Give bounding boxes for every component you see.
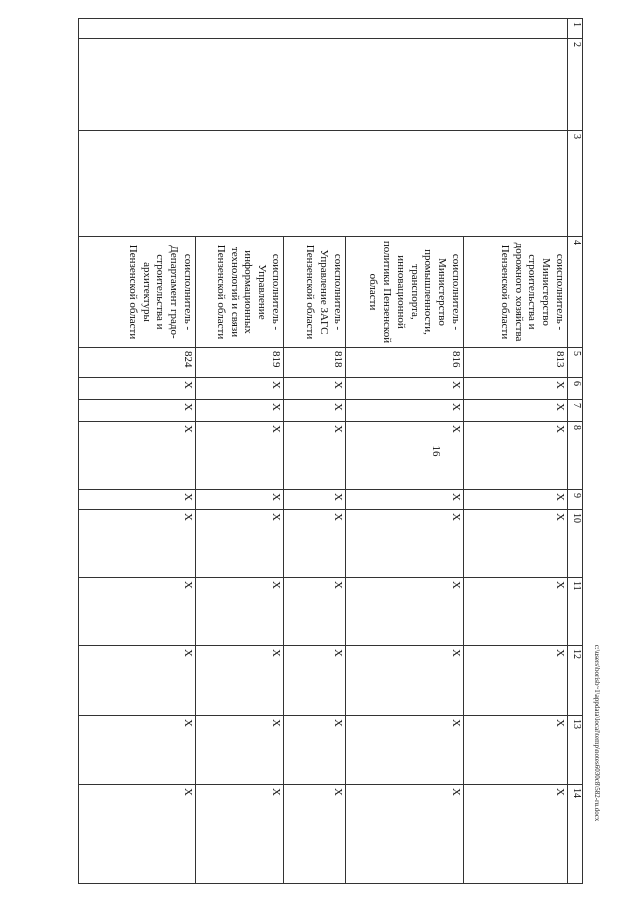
cell-mark-13: X <box>464 716 568 785</box>
cell-mark-9: X <box>284 490 346 510</box>
page-number: 16 <box>430 445 442 457</box>
cell-mark-7: X <box>196 400 284 422</box>
cell-mark-13: X <box>346 716 464 785</box>
cell-mark-6: X <box>346 378 464 400</box>
cell-mark-13: X <box>196 716 284 785</box>
cell-org: соисполнитель - Департамент градо-строительства и архитектуры Пензенской области <box>79 237 196 348</box>
cell-mark-9: X <box>464 490 568 510</box>
cell-mark-6: X <box>79 378 196 400</box>
cell-code: 816 <box>346 348 464 378</box>
cell-mark-14: X <box>79 785 196 884</box>
cell-mark-6: X <box>196 378 284 400</box>
cell-mark-14: X <box>284 785 346 884</box>
cell-mark-10: X <box>284 510 346 578</box>
file-path-footer: c:\users\borisb~1\appdata\local\temp\notes6030c8\582-ru.docx <box>593 644 601 822</box>
cell-org: соисполнитель - Управление ЗАГС Пензенской области <box>284 237 346 348</box>
col-header-7: 7 <box>568 400 583 422</box>
cell-mark-10: X <box>346 510 464 578</box>
col-header-13: 13 <box>568 716 583 785</box>
cell-org: соисполнитель - Министерство промышленности, транспорта, инновационной политики Пензенской области <box>346 237 464 348</box>
col-header-9: 9 <box>568 490 583 510</box>
cell-mark-10: X <box>196 510 284 578</box>
cell-mark-8: X <box>464 422 568 490</box>
cell-mark-6: X <box>284 378 346 400</box>
cell-mark-12: X <box>79 646 196 716</box>
cell-mark-8: X <box>284 422 346 490</box>
col-header-14: 14 <box>568 785 583 884</box>
cell-mark-9: X <box>79 490 196 510</box>
cell-mark-9: X <box>196 490 284 510</box>
col-header-3: 3 <box>568 131 583 237</box>
cell-code: 818 <box>284 348 346 378</box>
cell-mark-11: X <box>346 578 464 646</box>
cell-mark-14: X <box>346 785 464 884</box>
cell-mark-8: X <box>196 422 284 490</box>
cell-mark-11: X <box>464 578 568 646</box>
header-row <box>568 19 583 884</box>
cell-mark-12: X <box>346 646 464 716</box>
table-container <box>78 18 583 883</box>
cell-mark-7: X <box>464 400 568 422</box>
table-row <box>464 19 568 884</box>
cell-mark-13: X <box>284 716 346 785</box>
cell-col-2 <box>79 39 568 131</box>
cell-org: соисполнитель - Управление информационных технологий и связи Пензенской области <box>196 237 284 348</box>
cell-mark-6: X <box>464 378 568 400</box>
cell-mark-12: X <box>196 646 284 716</box>
cell-mark-13: X <box>79 716 196 785</box>
col-header-8: 8 <box>568 422 583 490</box>
col-header-10: 10 <box>568 510 583 578</box>
cell-mark-11: X <box>196 578 284 646</box>
rotated-table-frame <box>78 18 583 883</box>
cell-mark-9: X <box>346 490 464 510</box>
col-header-12: 12 <box>568 646 583 716</box>
cell-code: 819 <box>196 348 284 378</box>
col-header-4: 4 <box>568 237 583 348</box>
cell-mark-8: X <box>79 422 196 490</box>
cell-mark-7: X <box>284 400 346 422</box>
col-header-11: 11 <box>568 578 583 646</box>
col-header-1: 1 <box>568 19 583 39</box>
cell-code: 813 <box>464 348 568 378</box>
cell-col-3 <box>79 131 568 237</box>
cell-mark-7: X <box>346 400 464 422</box>
cell-mark-11: X <box>284 578 346 646</box>
col-header-5: 5 <box>568 348 583 378</box>
col-header-2: 2 <box>568 39 583 131</box>
cell-mark-11: X <box>79 578 196 646</box>
col-header-6: 6 <box>568 378 583 400</box>
cell-mark-12: X <box>464 646 568 716</box>
cell-mark-8: X <box>346 422 464 490</box>
cell-mark-7: X <box>79 400 196 422</box>
data-table <box>78 18 583 884</box>
cell-mark-10: X <box>464 510 568 578</box>
cell-code: 824 <box>79 348 196 378</box>
cell-org: соисполнитель - Министерство строительства и дорожного хозяйства Пензенской области <box>464 237 568 348</box>
cell-mark-14: X <box>464 785 568 884</box>
cell-mark-14: X <box>196 785 284 884</box>
cell-mark-10: X <box>79 510 196 578</box>
cell-mark-12: X <box>284 646 346 716</box>
cell-col-1 <box>79 19 568 39</box>
